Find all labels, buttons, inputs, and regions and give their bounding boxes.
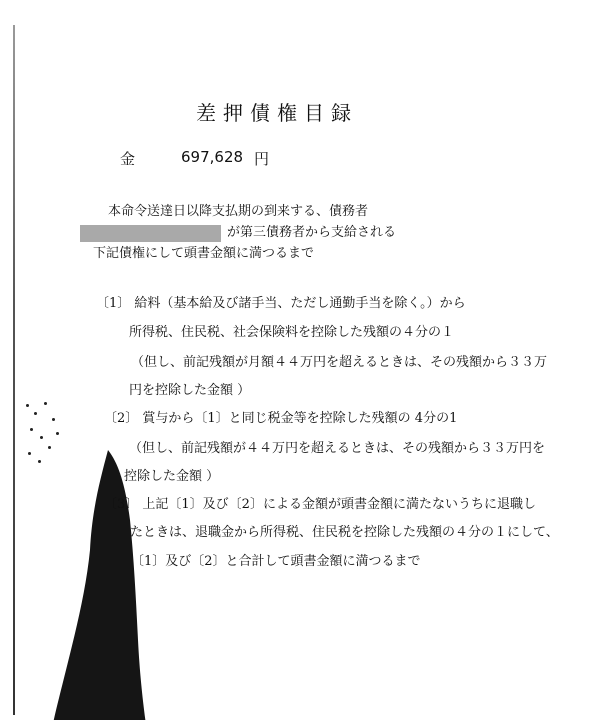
intro-line-2: が第三債務者から支給される	[227, 225, 397, 240]
scan-dot	[56, 432, 59, 435]
item1-line-4: 円を控除した金額 ）	[129, 383, 251, 398]
scan-edge-line	[13, 25, 15, 715]
item2-line-2: （但し、前記残額が４４万円を超えるときは、その残額から３３万円を	[129, 441, 546, 456]
scan-dot	[38, 460, 41, 463]
item3-line-1: 〔3〕 上記〔1〕及び〔2〕による金額が頭書金額に満たないうちに退職し	[104, 497, 536, 512]
item1-line-3: （但し、前記残額が月額４４万円を超えるときは、その残額から３３万	[131, 355, 548, 370]
document-title: 差押債権目録	[196, 101, 358, 125]
item2-line-3: 控除した金額 ）	[124, 469, 220, 484]
scan-dot	[34, 412, 37, 415]
amount-label: 金	[120, 150, 136, 168]
scan-dot	[28, 452, 31, 455]
intro-line-3: 下記債権にして頭書金額に満つるまで	[93, 246, 315, 261]
scan-dot	[48, 446, 51, 449]
scan-dot	[40, 436, 43, 439]
scan-dot	[44, 402, 47, 405]
item1-line-2: 所得税、住民税、社会保険料を控除した残額の４分の１	[129, 325, 455, 340]
item3-line-2: たときは、退職金から所得税、住民税を控除した残額の４分の１にして、	[130, 525, 559, 540]
amount-unit: 円	[254, 150, 270, 168]
amount-value: 697,628	[181, 148, 244, 166]
scan-dot	[26, 404, 29, 407]
item3-line-3: 〔1〕及び〔2〕と合計して頭書金額に満つるまで	[131, 554, 421, 569]
scan-dot	[52, 418, 55, 421]
scan-dot	[30, 428, 33, 431]
intro-line-1: 本命令送達日以降支払期の到来する、債務者	[108, 204, 369, 219]
item1-line-1: 〔1〕 給料（基本給及び諸手当、ただし通勤手当を除く。）から	[96, 296, 466, 311]
redacted-debtor-name	[80, 225, 221, 242]
item2-line-1: 〔2〕 賞与から〔1〕と同じ税金等を控除した残額の 4分の1	[104, 411, 458, 426]
